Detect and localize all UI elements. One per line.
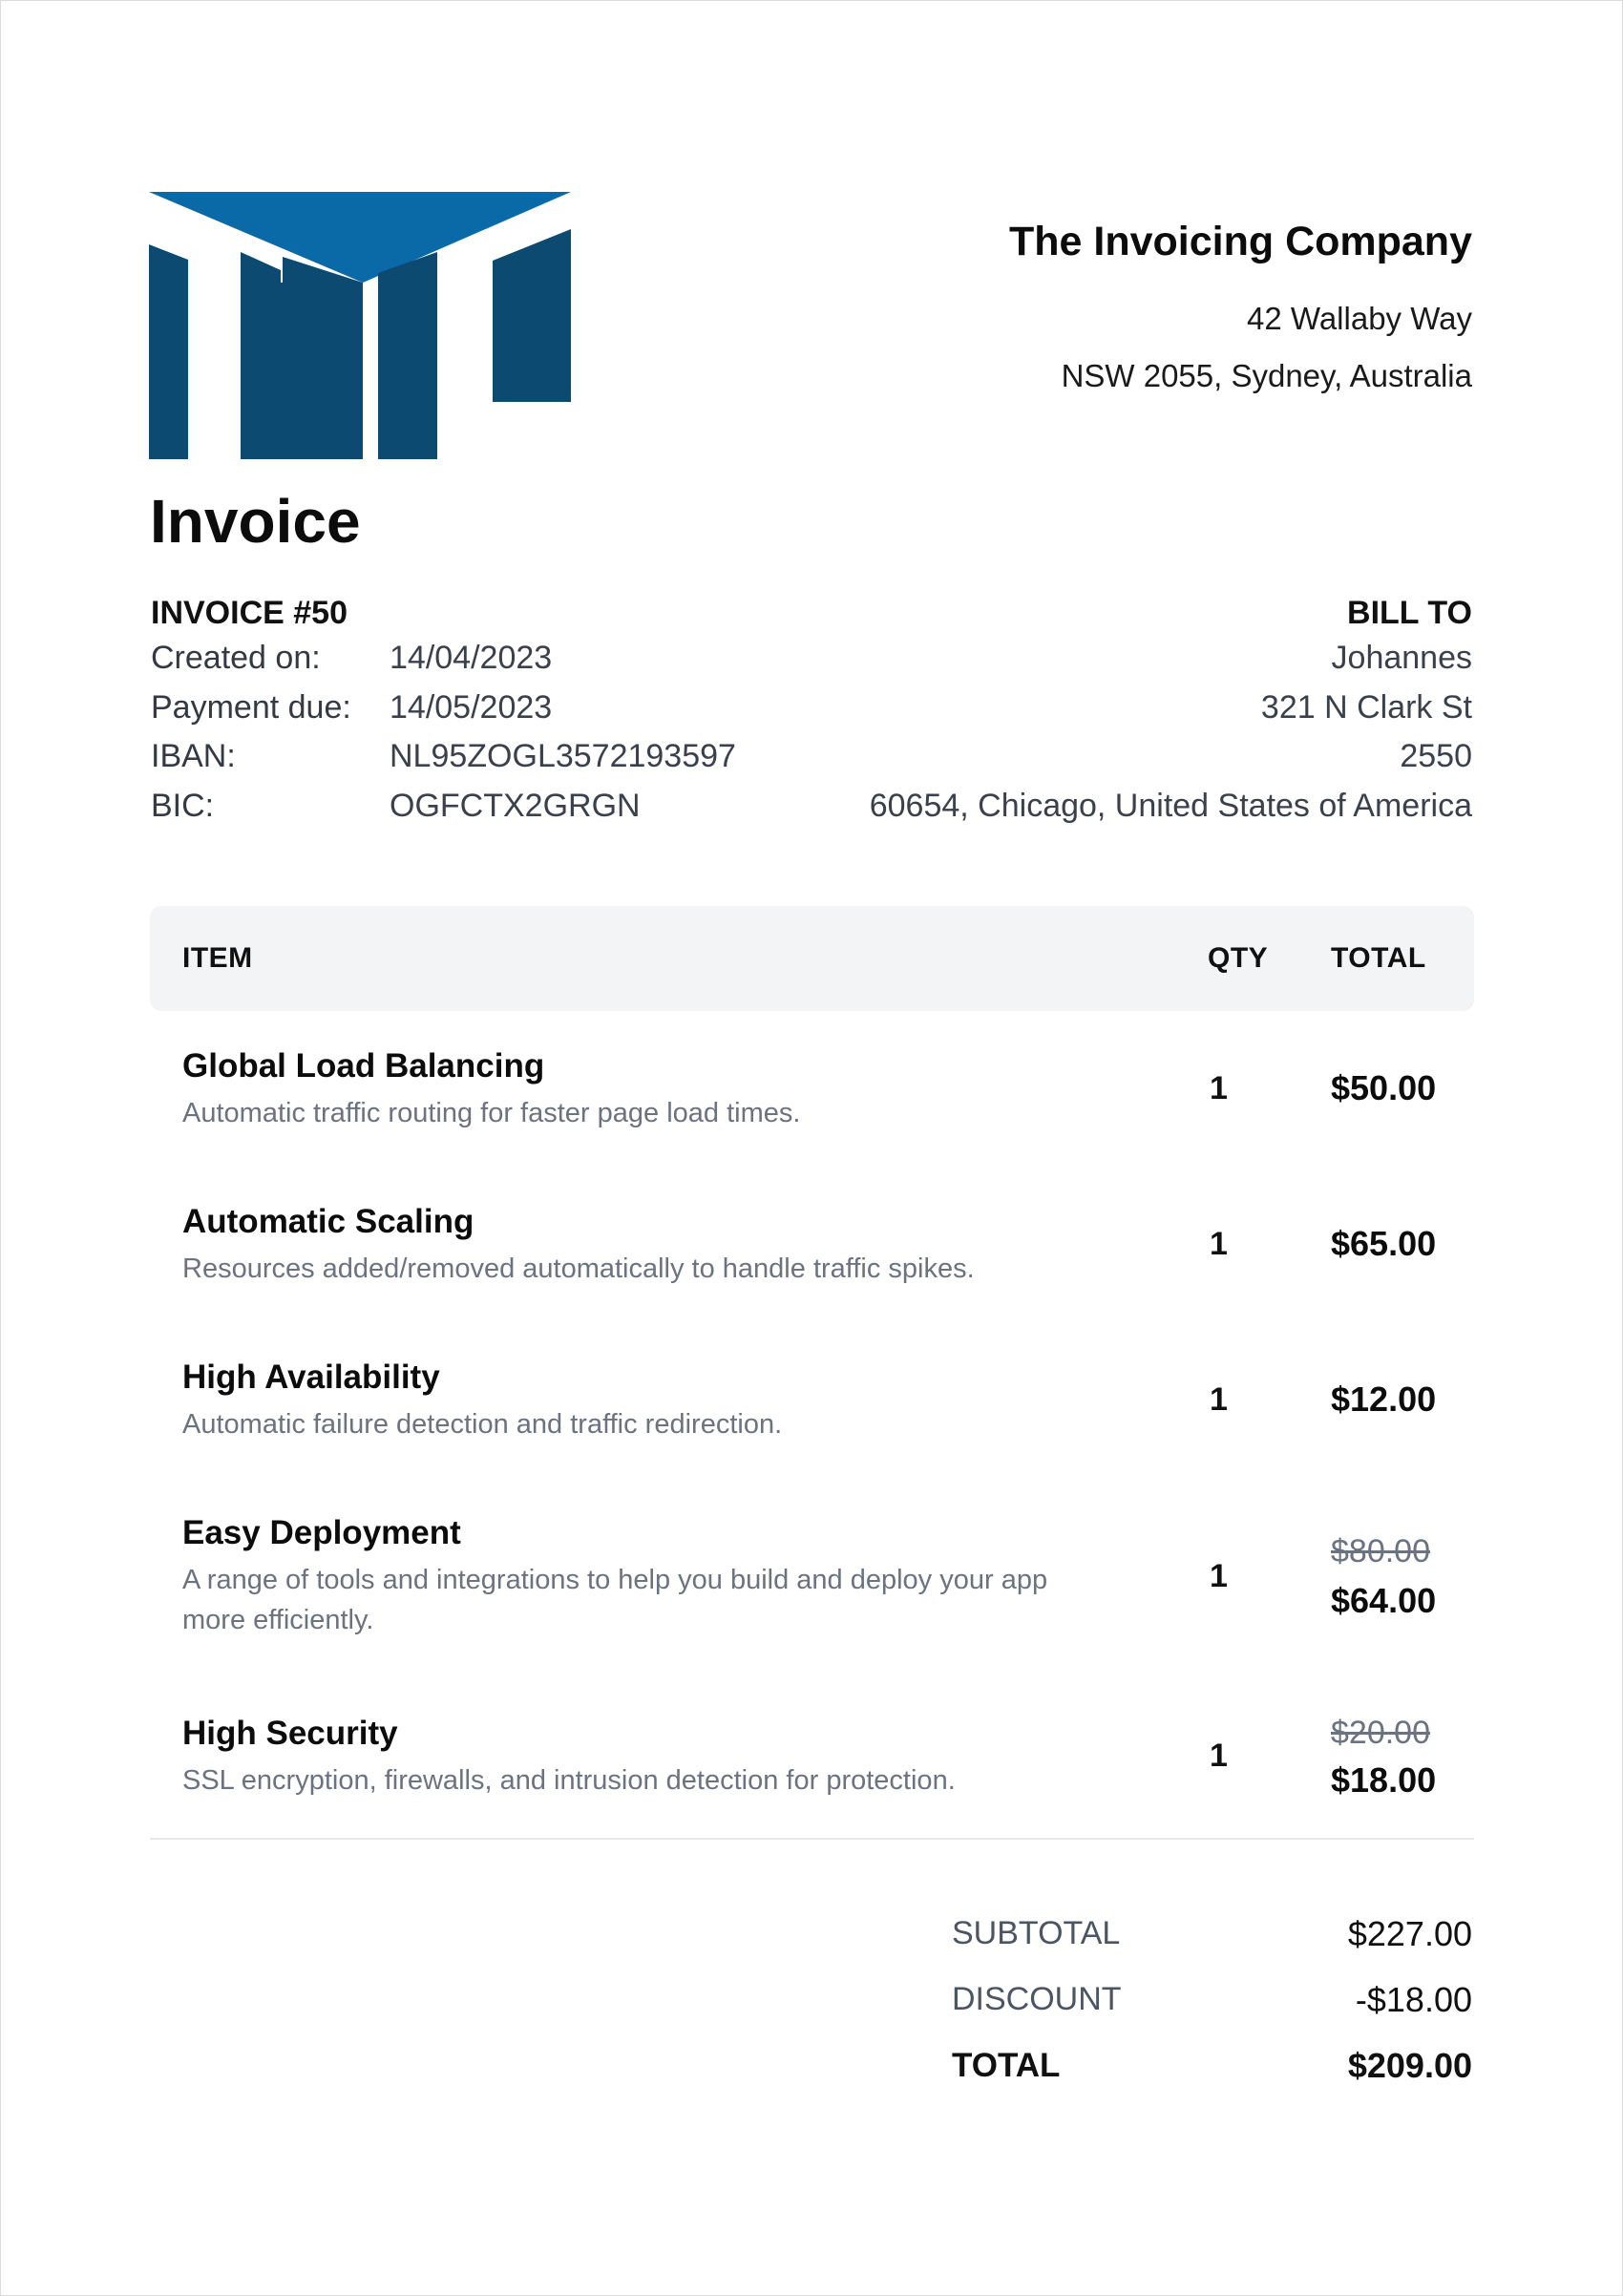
discount-label: DISCOUNT — [952, 1981, 1122, 2017]
meta-row-iban — [151, 732, 736, 782]
logo-bar-6 — [493, 229, 571, 402]
table-row — [150, 1359, 1474, 1483]
page-title: Invoice — [150, 487, 361, 556]
item-original-price: $80.00 — [1331, 1533, 1430, 1569]
header-total: TOTAL — [1331, 942, 1426, 974]
subtotal-label: SUBTOTAL — [952, 1915, 1121, 1951]
due-value: 14/05/2023 — [390, 688, 553, 726]
item-qty: 1 — [1210, 1070, 1228, 1106]
bill-to-street: 321 N Clark St — [1260, 688, 1472, 726]
company-name: The Invoicing Company — [1009, 219, 1472, 264]
table-divider — [150, 1838, 1474, 1840]
item-qty: 1 — [1210, 1226, 1228, 1262]
item-name: High Security — [182, 1715, 398, 1752]
table-row — [150, 1047, 1474, 1171]
bill-to-title: BILL TO — [1347, 595, 1472, 631]
item-description: Automatic failure detection and traffic redirection. — [182, 1409, 783, 1440]
bill-to-block — [870, 595, 1472, 831]
item-total: $18.00 — [1331, 1760, 1437, 1800]
table-row — [150, 1514, 1474, 1648]
logo-bar-1 — [149, 244, 188, 459]
items-table-header — [150, 906, 1474, 1011]
item-name: Global Load Balancing — [182, 1047, 545, 1085]
logo-bar-4 — [283, 257, 363, 459]
header-item: ITEM — [182, 942, 253, 974]
meta-row-created — [151, 634, 736, 684]
total-value: $209.00 — [1347, 2046, 1472, 2085]
bic-value: OGFCTX2GRGN — [390, 787, 641, 824]
item-description: A range of tools and integrations to help you build and deploy your app more efficiently. — [182, 1565, 1048, 1635]
meta-row-bic — [151, 782, 736, 832]
item-description: SSL encryption, firewalls, and intrusion detection for protection. — [182, 1765, 956, 1796]
item-name: High Availability — [182, 1359, 440, 1396]
company-logo-icon — [149, 192, 571, 459]
item-description: Automatic traffic routing for faster page load times. — [182, 1098, 801, 1128]
item-name: Easy Deployment — [182, 1514, 461, 1551]
item-qty: 1 — [1210, 1738, 1228, 1774]
item-description: Resources added/removed automatically to handle traffic spikes. — [182, 1253, 975, 1284]
invoice-meta — [151, 595, 736, 831]
company-address-line1: 42 Wallaby Way — [1247, 301, 1472, 336]
iban-value: NL95ZOGL3572193597 — [390, 738, 736, 774]
due-label: Payment due: — [151, 688, 351, 726]
table-row — [150, 1203, 1474, 1327]
logo-bar-3 — [241, 278, 283, 459]
item-total: $65.00 — [1331, 1224, 1437, 1263]
created-value: 14/04/2023 — [390, 640, 553, 676]
company-block — [1009, 219, 1472, 405]
logo-bar-5 — [378, 252, 437, 459]
item-qty: 1 — [1210, 1381, 1228, 1418]
subtotal-value: $227.00 — [1347, 1914, 1472, 1953]
table-row — [150, 1715, 1474, 1810]
item-name: Automatic Scaling — [182, 1203, 474, 1240]
bill-to-city: 60654, Chicago, United States of America — [869, 787, 1472, 824]
bill-to-name: Johannes — [1331, 640, 1472, 676]
company-address-line2: NSW 2055, Sydney, Australia — [1061, 358, 1472, 393]
invoice-number: INVOICE #50 — [151, 595, 348, 631]
meta-row-due — [151, 684, 736, 733]
item-total: $64.00 — [1331, 1581, 1437, 1620]
discount-value: -$18.00 — [1355, 1980, 1472, 2019]
iban-label: IBAN: — [151, 738, 236, 774]
bic-label: BIC: — [151, 787, 215, 824]
total-label: TOTAL — [952, 2047, 1061, 2084]
item-original-price: $20.00 — [1331, 1715, 1430, 1751]
item-total: $50.00 — [1331, 1068, 1437, 1107]
created-label: Created on: — [151, 640, 321, 676]
item-qty: 1 — [1210, 1558, 1228, 1594]
header-qty: QTY — [1208, 942, 1269, 974]
item-total: $12.00 — [1331, 1380, 1437, 1419]
bill-to-unit: 2550 — [1400, 738, 1472, 774]
